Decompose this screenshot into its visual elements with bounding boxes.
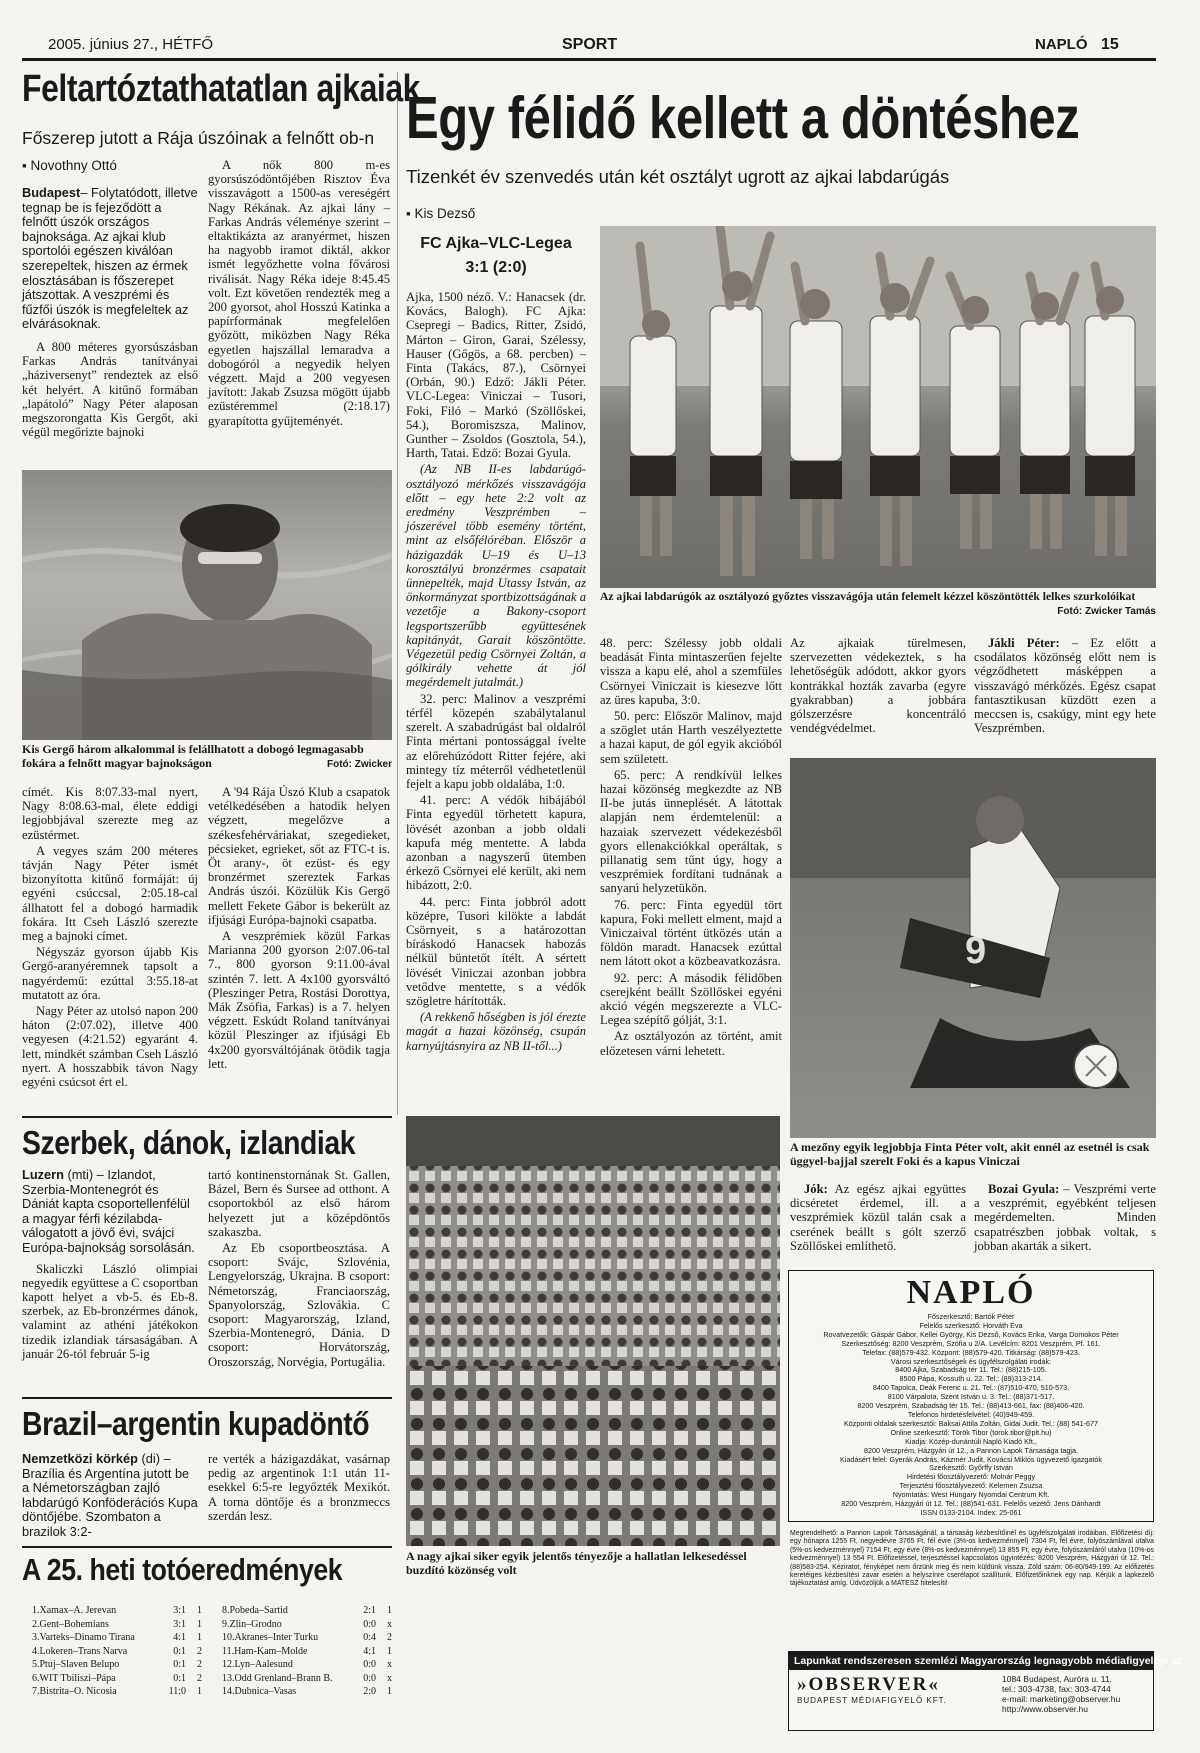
masthead-line: Központi oldalak szerkesztői: Baksai Attila Zoltán, Gidai Judit. Tel.: (88) 541-677 <box>844 1418 1098 1428</box>
masthead-line: ISSN 0133-2104. Index: 25-061 <box>920 1507 1022 1517</box>
toto-match: 6.WIT Tbiliszi–Pápa <box>32 1672 116 1684</box>
finta-photo <box>790 758 1156 1138</box>
toto-tip: 1 <box>197 1605 202 1616</box>
quote-tactics: Az ajkaiak türelmesen, szervezetten védekeztek, s ha lehetőségük adódott, akkor gyors kontrákkal hozták zavarba (egyre gyakrabban) a jobbára gólszerzésre koncentráló vendégvédelmet. <box>790 636 966 736</box>
minute-44: 44. perc: Finta jobbról adott középre, Tusori kilökte a labdát Csörnyeit, s a határozottan bíráskodó Hanacsek habozás nélkül büntetőt ítélt. A sértett lövését Viniczai azonban jobbra vetődve mentette, s a védők szögletre hárították. <box>406 894 586 1008</box>
swim-p2: A nők 800 m-es gyorsúszódöntőjében Risztov Éva visszavágott a 1500-as vereségért Nagy Rékának. Az ajkai lány – Farkas András véleménye szerint – eltaktikázta az aranyérmet, hiszen ha nagyobb iramot diktál, akkor ismét legyőzhette volna fővárosi riválisát. Nagy Réka ideje 8:45.45 volt. Ezt követően rendezték meg a 200 gyorsot, ahol Hosszú Katinka a papírformának megfelelően győzött, miközben Nagy Réka egyetlen hajszállal lemaradva a dobogóról a negyedik helyen végzett. Majd a 200 vegyesen javított: Jakab Zsuzsa mögött újabb ezüstéremmel (2:18.17) gyarapította gyűjteményét. <box>208 158 390 428</box>
toto-row <box>222 1685 392 1699</box>
masthead-line: Kiadja: Közép-dunántúli Napló Kiadó Kft., <box>905 1436 1037 1446</box>
toto-match: 8.Pobeda–Sartid <box>222 1605 288 1616</box>
toto-match: 4.Lokeren–Trans Narva <box>32 1645 128 1657</box>
toto-row <box>222 1604 392 1618</box>
toto-score: 0:1 <box>173 1659 186 1670</box>
toto-tip: x <box>387 1659 392 1670</box>
toto-headline: A 25. heti totóeredmények <box>22 1552 343 1587</box>
toto-row <box>32 1685 202 1699</box>
swim-col-3 <box>22 785 198 1091</box>
subscription-info: Megrendelhető: a Pannon Lapok Társaságánál, a társaság kézbesítőinél és ügyfélszolgálati irodáiban. Előfizetési díj: egy hónapra 1255 Ft, negyedévre 3765 Ft, fél évre (3%-os kedvezménnyel) 7304 Ft, fél évre, folyószámlával utalva (5%-os kedvezménnyel) 7154 Ft, egy évre (8%-os kedvezménnyel) 13 855 Ft, egy évre, folyószámláról utalva (10%-os kedvezménnyel) 13 554 Ft. Előfizetéssel, terjesztéssel kapcsolatos ügyintézés: 8200 Veszprém, Házgyári út 12. Tel.: (88)583-254. Kéziratot, fényképet nem őrzünk meg és nem küldünk vissza. Zöld szám: 06-80/949-199. Az előfizetés keretéiges kézbesítési zavar esetén a helyszínre cserélapot szállítunk. Előfizetőinknek egy nap. Kérjük a lapkezelő tájékoztatást amíg. Üdvözöljük a MATESZ hitelesíti! <box>790 1530 1154 1588</box>
toto-score: 3:1 <box>173 1618 186 1630</box>
masthead-line: Városi szerkesztőségek és ügyfélszolgálati irodák: <box>890 1356 1052 1366</box>
toto-score: 0:1 <box>173 1645 186 1657</box>
minute-76: 76. perc: Finta egyedül tört kapura, Foki mellett elment, majd a Viniczaival történt ütközés után a földön maradt. Hanacsek ezúttal nem látott okot a közbeavatkozásra. <box>600 897 782 969</box>
swim-caption-text: Kis Gergő három alkalommal is felállhatott a dobogó legmagasabb fokára a felnőtt magyar bajnokságon <box>22 742 364 770</box>
header-rule <box>22 58 1156 61</box>
masthead-line: Szerkesztő: Győrffy István <box>929 1463 1013 1473</box>
toto-row <box>32 1604 202 1618</box>
toto-tip: 2 <box>197 1645 202 1657</box>
toto-tip: 1 <box>387 1686 392 1697</box>
masthead-line: Telefonos hirdetésfelvétel: (40)949-459. <box>907 1409 1035 1419</box>
toto-score: 0:0 <box>363 1672 376 1684</box>
swim-headline: Feltartóztathatatlan ajkaiak <box>22 68 421 110</box>
football-col-1 <box>406 290 586 1055</box>
brazil-col-1 <box>22 1452 198 1542</box>
toto-score: 2:1 <box>363 1605 376 1616</box>
masthead-logo: NAPLÓ <box>906 1274 1036 1311</box>
toto-row <box>222 1618 392 1632</box>
match-intro: (Az NB II-es labdarúgó-osztályozó mérkőzés visszavágója előtt – egy hete 2:2 volt az eredmény Veszprémben – jószerével több esemény történt, mint az elsőfélóréban. Először a házigazdák U–19 és U–13 korosztályú bronzérmes csapatait ünnepelték, majd Utassy István, az önkormányzat sportbizottságának a vezetője a Bakony-csoport legsportszerűbb együttesének kapitányát, Garait köszöntötte. Végezetül pedig Csörnyei Zoltán, a gólkirály vehette át jól megérdemelt jutalmát.) <box>406 462 586 690</box>
crowd-photo <box>406 1116 780 1546</box>
toto-match: 3.Varteks–Dinamo Tirana <box>32 1632 135 1643</box>
masthead-line: Szerkesztőség: 8200 Veszprém, Szófia u 2/A. Levélcím: 8201 Veszprém, Pf. 161. <box>841 1338 1101 1348</box>
toto-row <box>222 1631 392 1645</box>
observer-subtitle: BUDAPEST MÉDIAFIGYELŐ KFT. <box>797 1696 947 1705</box>
toto-tip: 2 <box>197 1672 202 1684</box>
toto-tip: 1 <box>387 1605 392 1616</box>
masthead-line: Telefax: (88)579-432. Központ: (88)579-420. Titkárság: (88)579-423. <box>862 1347 1080 1357</box>
masthead-line: Felelős szerkesztő: Horváth Éva <box>919 1320 1023 1330</box>
header-section: SPORT <box>562 36 618 53</box>
swim-caption <box>22 742 392 772</box>
masthead-line: 8200 Veszprém, Szabadság tér 15. Tel.: (88)413-661, fax: (88)406-420. <box>857 1401 1085 1411</box>
jok-label: Jók: <box>804 1182 828 1196</box>
toto-match: 7.Bistrita–O. Nicosia <box>32 1686 117 1697</box>
jok-text: Az egész ajkai együttes dicséretet érdemel, ill. a veszprémiek közül talán csak a cserének beállt s gólt szerző Szöllőskei említhető. <box>790 1182 966 1253</box>
team-photo-caption <box>600 590 1156 618</box>
toto-score: 0:0 <box>363 1659 376 1670</box>
toto-match: 14.Dubnica–Vasas <box>222 1686 297 1697</box>
toto-row <box>32 1618 202 1632</box>
svg-text:9: 9 <box>965 930 987 972</box>
football-col-4 <box>974 636 1156 737</box>
swim-col-2 <box>208 158 390 430</box>
football-col-5 <box>790 1182 966 1255</box>
jakli-quote: – Ez előtt a csodálatos közönség előtt nem is végződhetett másképpen a visszavágó mérkőzés. Egész csapat fantasztikusan küzdött ezen a meccsen is, csakúgy, mint egy hete Veszprémben. <box>974 636 1157 736</box>
header-date: 2005. június 27., HÉTFŐ <box>48 36 214 53</box>
observer-web: http://www.observer.hu <box>1002 1704 1088 1714</box>
toto-score: 2:0 <box>363 1686 376 1697</box>
football-byline: ▪ Kis Dezső <box>406 206 476 221</box>
toto-tip: 1 <box>197 1618 202 1630</box>
brazil-lead-city: Nemzetközi körkép <box>22 1451 138 1466</box>
minute-32: 32. perc: Malinov a veszprémi térfél közepén szabálytalanul szerelt. A szabadrúgást bal oldalról Finta mértani pontossággal ívelte az előrehúzódott Ritter fejére, aki mintegy tíz méterről védhetetlenül fejelt a kapu jobb oldalába, 1:0. <box>406 691 586 791</box>
section-rule <box>22 1546 392 1548</box>
toto-match: 5.Ptuj–Slaven Belupo <box>32 1659 120 1670</box>
toto-row <box>222 1658 392 1672</box>
toto-match: 1.Xamax–A. Jerevan <box>32 1605 117 1616</box>
swim-author: Novothny Ottó <box>30 158 117 173</box>
handball-headline: Szerbek, dánok, izlandiak <box>22 1124 356 1161</box>
toto-row <box>222 1645 392 1659</box>
swim-lead-city: Budapest <box>22 185 81 200</box>
brazil-col-2 <box>208 1452 390 1525</box>
masthead-line: Kiadásért felel: Gyerák András, Kázmér Judit, Kovácsi Miklós ügyvezető igazgatók <box>839 1454 1103 1464</box>
handball-col-2 <box>208 1168 390 1371</box>
swim-p1: A 800 méteres gyorsúszásban Farkas András tanítványai „háziversenyt” rendeztek az első két helyért. A kitűnő formában „lapátoló” Nagy Péter alaposan megszorongatta Kis Gergőt, aki végül megőrizte bajnoki <box>22 339 198 440</box>
observer-contact <box>1002 1674 1120 1714</box>
section-rule <box>22 1116 392 1118</box>
swimmer-photo <box>22 470 392 740</box>
observer-banner: Lapunkat rendszeresen szemlézi Magyarország legnagyobb médiafigyelője az <box>789 1652 1153 1670</box>
toto-row <box>222 1672 392 1686</box>
match-header <box>406 232 586 280</box>
handball-p1: Skaliczki László olimpiai negyedik együttese a C csoportban kapott helyet a vb-5. és Eb-8. szerbek, az Eb-bronzérmes dánok, valamint az athéni játékokon tizedik izlandiak társaságában. A január 26-tól február 5-ig <box>22 1261 198 1361</box>
observer-logo: »OBSERVER« <box>797 1674 940 1695</box>
masthead-line: 8200 Veszprém, Házgyári út 12., a Pannon Lapok Társasága tagja. <box>863 1445 1079 1455</box>
bozai-quote: – Veszprémi verte a veszprémit, egyébként teljesen megérdemelten. Minden csapatrészben jobbak voltak, s jobban akarták a sikert. <box>974 1182 1156 1253</box>
section-rule <box>22 1397 392 1399</box>
toto-score: 3:1 <box>173 1605 186 1616</box>
masthead-line: Online szerkesztő: Török Tibor (torok.tibor@plt.hu) <box>890 1427 1052 1437</box>
toto-row <box>32 1645 202 1659</box>
football-subtitle: Tizenkét év szenvedés után két osztályt ugrott az ajkai labdarúgás <box>406 166 950 187</box>
toto-match: 9.Zlin–Grodno <box>222 1618 282 1630</box>
handball-p3: Az Eb csoportbeosztása. A csoport: Svájc, Szlovénia, Lengyelország, Ukrajna. B csoport: Németország, Franciaország, Spanyolország, Szlovákia. C csoport: Magyarország, Izland, Szerbia-Montenegró, Dánia. D csoport: Horvátország, Oroszország, Norvégia, Portugália. <box>208 1241 390 1369</box>
swim-p3: címét. Kis 8:07.33-mal nyert, Nagy 8:08.63-mal, élete eddigi legjobbjával szerezte meg az ezüstérmet. <box>22 785 198 842</box>
handball-p2: tartó kontinenstornának St. Gallen, Bázel, Bern és Sursee ad otthont. A csoportokból az első három helyezett jut a középdöntős szakaszba. <box>208 1168 390 1239</box>
football-author: Kis Dezső <box>414 206 476 221</box>
masthead-line: 8400 Tapolca, Deák Ferenc u. 21. Tel.: (87)510-470, 510-573. <box>872 1383 1070 1393</box>
minute-50: 50. perc: Először Malinov, majd a szöglet után Harth veszélyeztette a hazai kaput, de gól egyik akcióból sem született. <box>600 709 782 766</box>
football-col-6 <box>974 1182 1156 1255</box>
swim-p6: Nagy Péter az utolsó napon 200 háton (2:07.02), illetve 400 vegyesen (4:21.52) egyaránt 4. lett, mindkét számban Cseh László nyert. A hosszabbik távon Nagy egyéni csúcsot ért el. <box>22 1004 198 1090</box>
swim-p8: A veszprémiek közül Farkas Marianna 200 gyorson 2:07.06-tal 7., 800 gyorson 9:11.00-ával szintén 7. lett. A 4x100 gyorsváltó (Pleszinger Petra, Rostási Dorottya, Mák Zsófia, Farkas) is a 7. helyen végzett. Eskúdt Roland tanítványai közül Pleszinger az ifjúsági Eb 4x200 gyorsváltójának ötödik tagja lett. <box>208 929 390 1071</box>
toto-match: 13.Odd Grenland–Brann B. <box>222 1672 333 1684</box>
team-photo-caption-text: Az ajkai labdarúgók az osztályozó győztes visszavágója után felemelt kézzel köszöntötték lelkes szurkolóikat <box>600 590 1136 603</box>
finta-caption: A mezőny egyik legjobbja Finta Péter volt, akit ennél az esetnél is csak üggyel-bajjal szerelt Foki és a kapus Viniczai <box>790 1140 1150 1168</box>
toto-tip: 1 <box>387 1645 392 1657</box>
jakli-name: Jákli Péter: <box>988 636 1060 650</box>
toto-table-right <box>222 1604 392 1699</box>
crowd-caption: A nagy ajkai siker egyik jelentős tényezője a hallatlan lelkesedéssel buzdító közönség volt <box>406 1549 747 1577</box>
toto-score: 0:0 <box>363 1618 376 1630</box>
crowd-illustration <box>406 1116 780 1546</box>
team-celebration-illustration <box>600 226 1156 588</box>
toto-score: 0:4 <box>363 1632 376 1643</box>
swim-byline: ▪ Novothny Ottó <box>22 158 117 173</box>
masthead <box>788 1270 1154 1522</box>
bozai-name: Bozai Gyula: <box>988 1182 1060 1196</box>
swim-lead: – Folytatódott, illetve tegnap be is fejeződött a felnőtt úszók országos bajnoksága. Az ajkai klub sportolói egészen kiválóan szerepeltek, hiszen az érmek elosztásában is főszerepet játszottak. A veszprémi és fűzfői úszók is megfeleltek az elvárásoknak. <box>22 185 198 332</box>
header-paper: NAPLÓ <box>1035 36 1088 53</box>
tackle-illustration <box>790 758 1156 1138</box>
handball-col-1 <box>22 1168 198 1363</box>
football-col-3 <box>790 636 966 737</box>
masthead-line: Rovatvezetők: Gáspár Gábor, Kellei György, Kis Dezső, Kovács Erika, Varga Domokos Péter <box>823 1329 1119 1339</box>
toto-tip: x <box>387 1672 392 1684</box>
football-headline: Egy félidő kellett a döntéshez <box>406 85 1080 151</box>
match-score: 3:1 (2:0) <box>465 259 527 276</box>
brazil-lead: (di) – Brazília és Argentína jutott be a Németországban zajló labdarúgó Konföderációs Kupa döntőjébe. Szombaton a brazilok 3:2- <box>22 1451 198 1539</box>
swim-p7: A '94 Rája Úszó Klub a csapatok vetélkedésében a hatodik helyen végzett, megelőzve a székesfehérváriakat, szegedieket, pécsieket, egrieket, sőt az FTC-t is. Öt arany-, öt ezüst- és egy bronzérmet szereztek Farkas András úszói. Közülük Kis Gergő mellett Fekete Gábor is bekerült az ifjúsági Európa-bajnoki csapatba. <box>208 785 390 927</box>
swim-col-4 <box>208 785 390 1073</box>
swimmer-illustration <box>22 470 392 740</box>
masthead-line: 8100 Várpalota, Szent István u. 3. Tel.: (88)371-517. <box>887 1392 1055 1402</box>
toto-score: 0:1 <box>173 1672 186 1684</box>
column-divider <box>397 72 398 1115</box>
team-photo-credit: Fotó: Zwicker Tamás <box>1057 606 1156 617</box>
masthead-line: 8400 Ajka, Szabadság tér 11. Tel.: (88)215-105. <box>895 1365 1047 1375</box>
minute-48: 48. perc: Szélessy jobb oldali beadását Finta mintaszerűen fejelte vissza a kapu elé, ahol a szemfüles Csörnyei Viniczait is kiesezve lőtt az üres kapuba, 3:0. <box>600 636 782 707</box>
swim-subtitle: Főszerep jutott a Rája úszóinak a felnőtt ob-n <box>22 128 375 148</box>
minute-65: 65. perc: A rendkívül lelkes hazai közönség megkezdte az NB II-be jutás ünneplését. A látottak alapján nem érdemtelenül: a hazaiak szervezett védekezésből gyors ellenakciókkal operáltak, s pillanatig sem tűnt úgy, hogy a veszprémiek fordítani tudnának a sanyarú helyzetükön. <box>600 767 782 896</box>
heat-note: (A rekkenő hőségben is jól érezte magát a hazai közönség, csupán karnyújtásnyira az NB II-től...) <box>406 1010 586 1053</box>
toto-tip: x <box>387 1618 392 1630</box>
toto-match: 11.Ham-Kam–Molde <box>222 1645 308 1657</box>
match-box: Ajka, 1500 néző. V.: Hanacsek (dr. Kovács, Balogh). FC Ajka: Csepregi – Badics, Ritter, Zsidó, Márton – Giron, Garai, Szélessy, Hauser (Gőgös, a 68. percben) – Finta (Takács, 87.), Csörnyei (Orbán, 90.) Edző: Jákli Péter. VLC-Legea: Viniczai – Tusori, Foki, Filó – Markó (Szöllőskei, 54.), Boromiszsza, Malinov, Gunther – Zsoldos (Gosztola, 54.), Harth, Tatai. Edző: Bozai Gyula. <box>406 290 586 461</box>
masthead-line: Nyomtatás: West Hungary Nyomdai Centrum Kft. <box>892 1490 1050 1500</box>
toto-table-left <box>32 1604 202 1699</box>
swim-photo-credit: Fotó: Zwicker <box>326 759 392 770</box>
masthead-line: 8500 Pápa, Kossuth u. 22. Tel.: (89)313-214. <box>899 1374 1043 1384</box>
observer-phone: tel.: 303-4738, fax: 303-4744 <box>1002 1684 1111 1694</box>
toto-tip: 2 <box>197 1659 202 1670</box>
toto-match: 12.Lyn–Aalesund <box>222 1659 293 1670</box>
toto-match: 2.Gent–Bohemians <box>32 1618 109 1630</box>
toto-tip: 1 <box>197 1632 202 1643</box>
masthead-line: Főszerkesztő: Bartók Péter <box>927 1312 1015 1321</box>
match-end: Az osztályozón az történt, amit előzetesen várni lehetett. <box>600 1029 782 1058</box>
swim-col-1 <box>22 186 198 441</box>
swim-p4: A vegyes szám 200 méteres távján Nagy Péter ismét bizonyította kitűnő formáját: új egyéni csúccsal, 2:05.18-cal állhatott fel a dobogó harmadik fokára. Itt Cseh László szerezte meg a bajnoki címet. <box>22 843 198 944</box>
toto-match: 10.Akranes–Inter Turku <box>222 1632 319 1643</box>
toto-tip: 1 <box>197 1686 202 1697</box>
masthead-line: Terjesztési főosztályvezető: Kelemen Zsuzsa <box>899 1481 1043 1491</box>
observer-email: e-mail: marketing@observer.hu <box>1002 1694 1121 1704</box>
handball-lead-city: Luzern <box>22 1167 64 1182</box>
observer-box <box>788 1651 1183 1731</box>
observer-address: 1084 Budapest, Auróra u. 11. <box>1002 1674 1112 1684</box>
header-page-number: 15 <box>1101 36 1119 53</box>
toto-score: 4:1 <box>363 1645 376 1657</box>
football-col-2 <box>600 636 782 1060</box>
brazil-p: re verték a házigazdákat, vasárnap pedig az argentinok 1:1 után 11-esekkel 6:5-re legyőzték Mexikót. A torna döntője és a bronzmeccs szerdán lesz. <box>208 1452 390 1523</box>
swim-p5: Négyszáz gyorson újabb Kis Gergő-aranyéremnek tapsolt a nagyérdemű: ezúttal 3:55.18-at mutatott az óra. <box>22 945 198 1002</box>
toto-row <box>32 1631 202 1645</box>
toto-row <box>32 1658 202 1672</box>
toto-score: 11:0 <box>168 1686 186 1697</box>
handball-lead: (mti) – Izlandot, Szerbia-Montenegrót és Dániát kapta csoportellenfélül a magyar férfi kézilabda-válogatott a jövő évi, svájci Európa-bajnokság sorsolásán. <box>22 1167 195 1255</box>
toto-row <box>32 1672 202 1686</box>
minute-92: 92. perc: A második félidőben cserejként beállt Szöllőskei egyéni akció végén megszerezte a VLC-Legea szépítő gólját, 3:1. <box>600 970 782 1028</box>
masthead-line: Hirdetési főosztályvezető: Molnár Peggy <box>906 1472 1036 1482</box>
minute-41: 41. perc: A védők hibájából Finta egyedül törhetett kapura, lövését azonban a jobb oldali kapufa még mentette. A labda azonban a nagyszerű ütemben érkező Csörnyei elé került, aki nem hibázott, 2:0. <box>406 793 586 893</box>
team-photo <box>600 226 1156 588</box>
match-teams: FC Ajka–VLC-Legea <box>420 235 572 252</box>
toto-tip: 2 <box>387 1632 392 1643</box>
masthead-line: 8200 Veszprém, Házgyári út 12. Tel.: (88)541-631. Felelős vezető: Jens Dánhardt <box>841 1499 1101 1509</box>
brazil-headline: Brazil–argentin kupadöntő <box>22 1405 370 1442</box>
toto-score: 4:1 <box>173 1632 186 1643</box>
